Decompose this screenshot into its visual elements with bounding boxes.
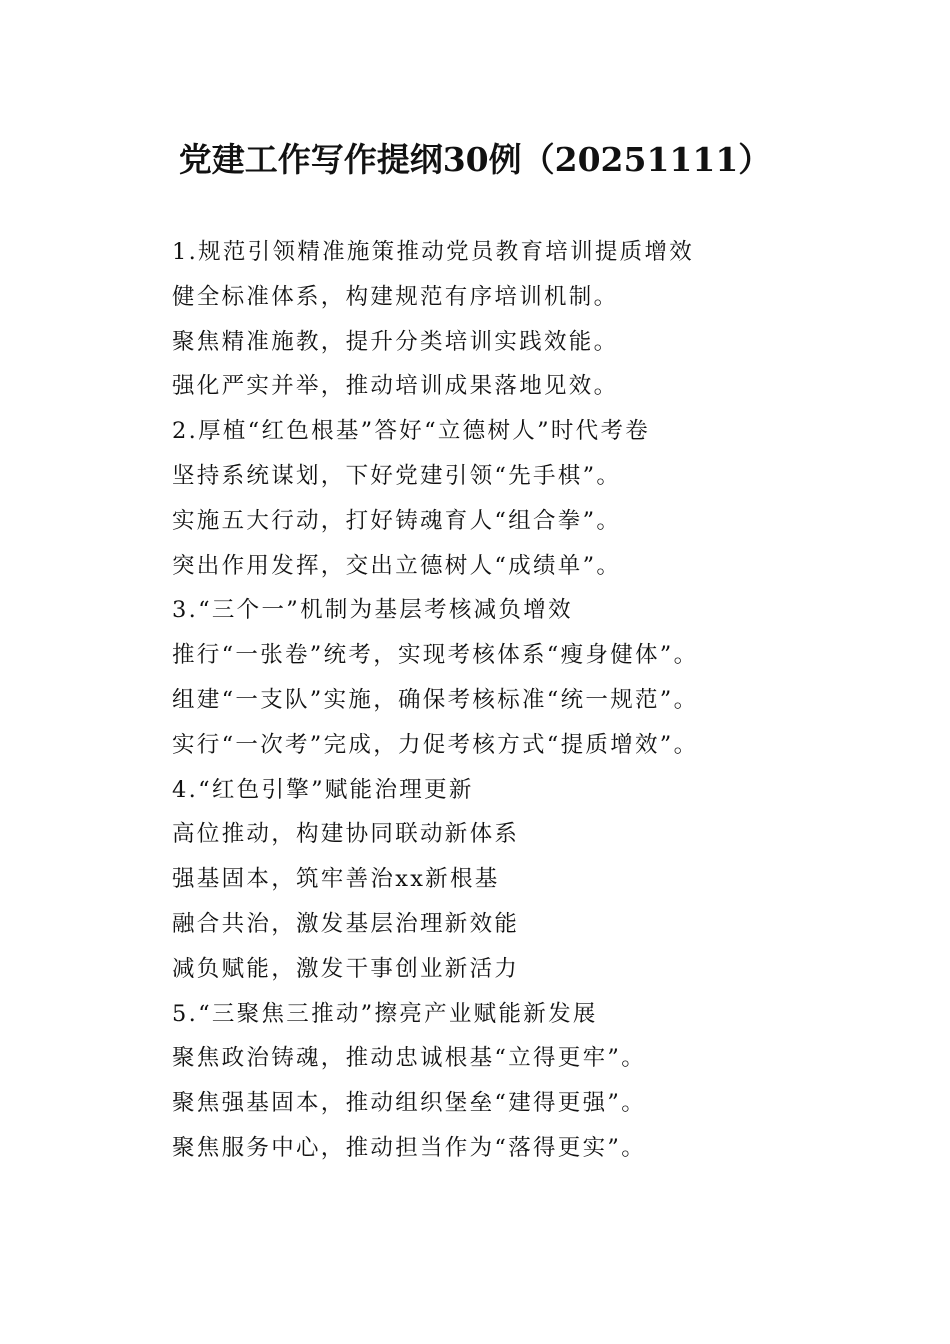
paragraph-line: 实施五大行动，打好铸魂育人“组合拳”。 [172,507,622,534]
paragraph-line: 强基固本，筑牢善治xx新根基 [172,866,500,893]
paragraph-line: 健全标准体系，构建规范有序培训机制。 [172,283,619,310]
heading-5: 5.“三聚焦三推动”擦亮产业赋能新发展 [172,1000,598,1027]
heading-2: 2.厚植“红色根基”答好“立德树人”时代考卷 [172,418,651,445]
paragraph-line: 组建“一支队”实施，确保考核标准“统一规范”。 [172,686,699,713]
document-title: 党建工作写作提纲30例（20251111） [178,140,772,179]
paragraph-line: 聚焦政治铸魂，推动忠诚根基“立得更牢”。 [172,1045,647,1072]
paragraph-line: 聚焦服务中心，推动担当作为“落得更实”。 [172,1134,647,1161]
paragraph-line: 高位推动，构建协同联动新体系 [172,821,520,848]
heading-3: 3.“三个一”机制为基层考核减负增效 [172,597,573,624]
paragraph-line: 实行“一次考”完成，力促考核方式“提质增效”。 [172,731,699,758]
heading-1: 1.规范引领精准施策推动党员教育培训提质增效 [172,239,695,265]
paragraph-line: 聚焦强基固本，推动组织堡垒“建得更强”。 [172,1090,647,1117]
paragraph-line: 减负赋能，激发干事创业新活力 [172,955,520,982]
paragraph-line: 突出作用发挥，交出立德树人“成绩单”。 [172,552,622,579]
document-body [172,230,912,1171]
paragraph-line: 融合共治，激发基层治理新效能 [172,910,520,937]
paragraph-line: 强化严实并举，推动培训成果落地见效。 [172,373,619,400]
heading-4: 4.“红色引擎”赋能治理更新 [172,776,474,803]
paragraph-line: 聚焦精准施教，提升分类培训实践效能。 [172,328,619,355]
paragraph-line: 坚持系统谋划，下好党建引领“先手棋”。 [172,462,622,489]
paragraph-line: 推行“一张卷”统考，实现考核体系“瘦身健体”。 [172,642,699,669]
